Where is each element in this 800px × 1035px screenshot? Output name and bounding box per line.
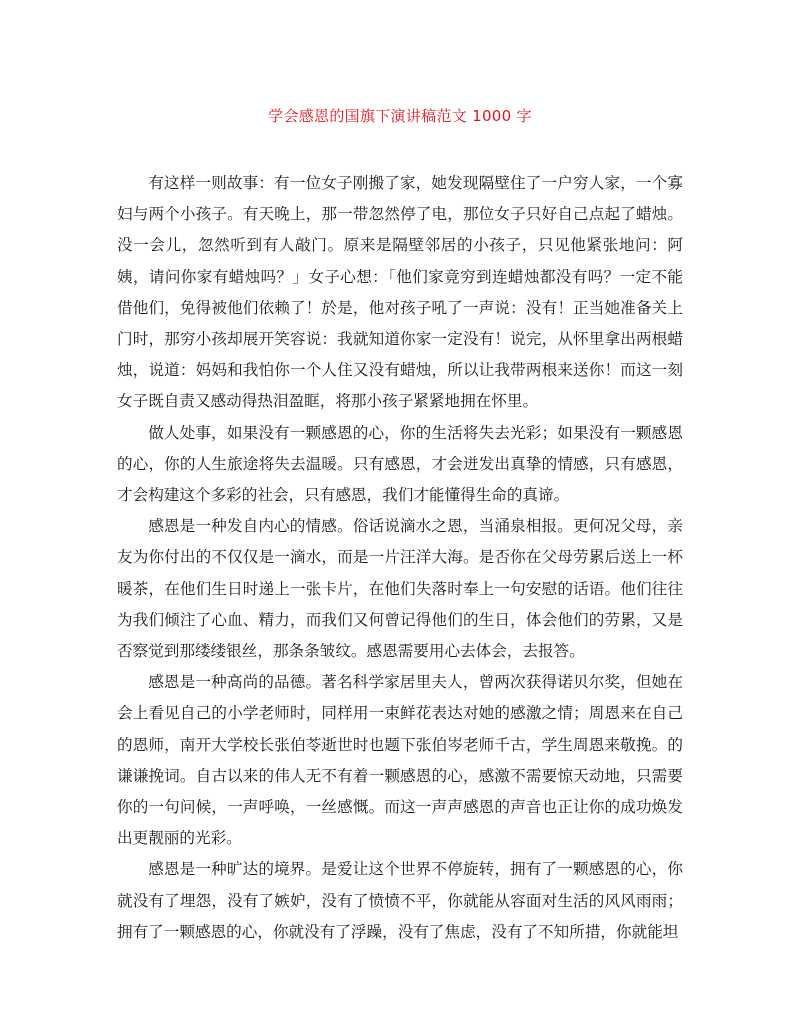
paragraph-1: 有这样一则故事：有一位女子刚搬了家，她发现隔壁住了一户穷人家，一个寡妇与两个小孩子。有天晚上，那一带忽然停了电，那位女子只好自己点起了蜡烛。没一会儿，忽然听到有人敲门。原来是隔壁邻居的小孩子，只见他紧张地问：阿姨，请问你家有蜡烛吗？」女子心想：「他们家竟穷到连蜡烛都没有吗？一定不能借他们，免得被他们依赖了！於是，他对孩子吼了一声说：没有！正当她准备关上门时，那穷小孩却展开笑容说：我就知道你家一定没有！说完，从怀里拿出两根蜡烛，说道：妈妈和我怕你一个人住又没有蜡烛，所以让我带两根来送你！而这一刻女子既自责又感动得热泪盈眶，将那小孩子紧紧地拥在怀里。 bbox=[117, 174, 683, 411]
paragraph-2: 做人处事，如果没有一颗感恩的心，你的生活将失去光彩；如果没有一颗感恩的心，你的人生旅途将失去温暖。只有感恩，才会迸发出真挚的情感，只有感恩，才会构建这个多彩的社会，只有感恩，我们才能懂得生命的真谛。 bbox=[117, 423, 683, 505]
paragraph-5: 感恩是一种旷达的境界。是爱让这个世界不停旋转，拥有了一颗感恩的心，你就没有了埋怨，没有了嫉妒，没有了愤愤不平，你就能从容面对生活的风风雨雨；拥有了一颗感恩的心，你就没有了浮躁，没有了焦虑，没有了不知所措，你就能坦 bbox=[117, 860, 683, 941]
document-title: 学会感恩的国旗下演讲稿范文 1000 字 bbox=[268, 107, 532, 125]
document-body bbox=[117, 168, 683, 948]
paragraph-3: 感恩是一种发自内心的情感。俗话说滴水之恩，当涌泉相报。更何况父母，亲友为你付出的不仅仅是一滴水，而是一片汪洋大海。是否你在父母劳累后送上一杯暖茶，在他们生日时递上一张卡片，在他们失落时奉上一句安慰的话语。他们往往为我们倾注了心血、精力，而我们又何曾记得他们的生日，体会他们的劳累，又是否察觉到那缕缕银丝，那条条皱纹。感恩需要用心去体会，去报答。 bbox=[117, 517, 683, 661]
paragraph-4: 感恩是一种高尚的品德。著名科学家居里夫人，曾两次获得诺贝尔奖，但她在会上看见自己的小学老师时，同样用一束鲜花表达对她的感激之情；周恩来在自己的恩师，南开大学校长张伯苓逝世时也题下张伯岑老师千古，学生周恩来敬挽。的谦谦挽词。自古以来的伟人无不有着一颗感恩的心，感激不需要惊天动地，只需要你的一句问候，一声呼唤，一丝感慨。而这一声声感恩的声音也正让你的成功焕发出更靓丽的光彩。 bbox=[117, 673, 683, 848]
